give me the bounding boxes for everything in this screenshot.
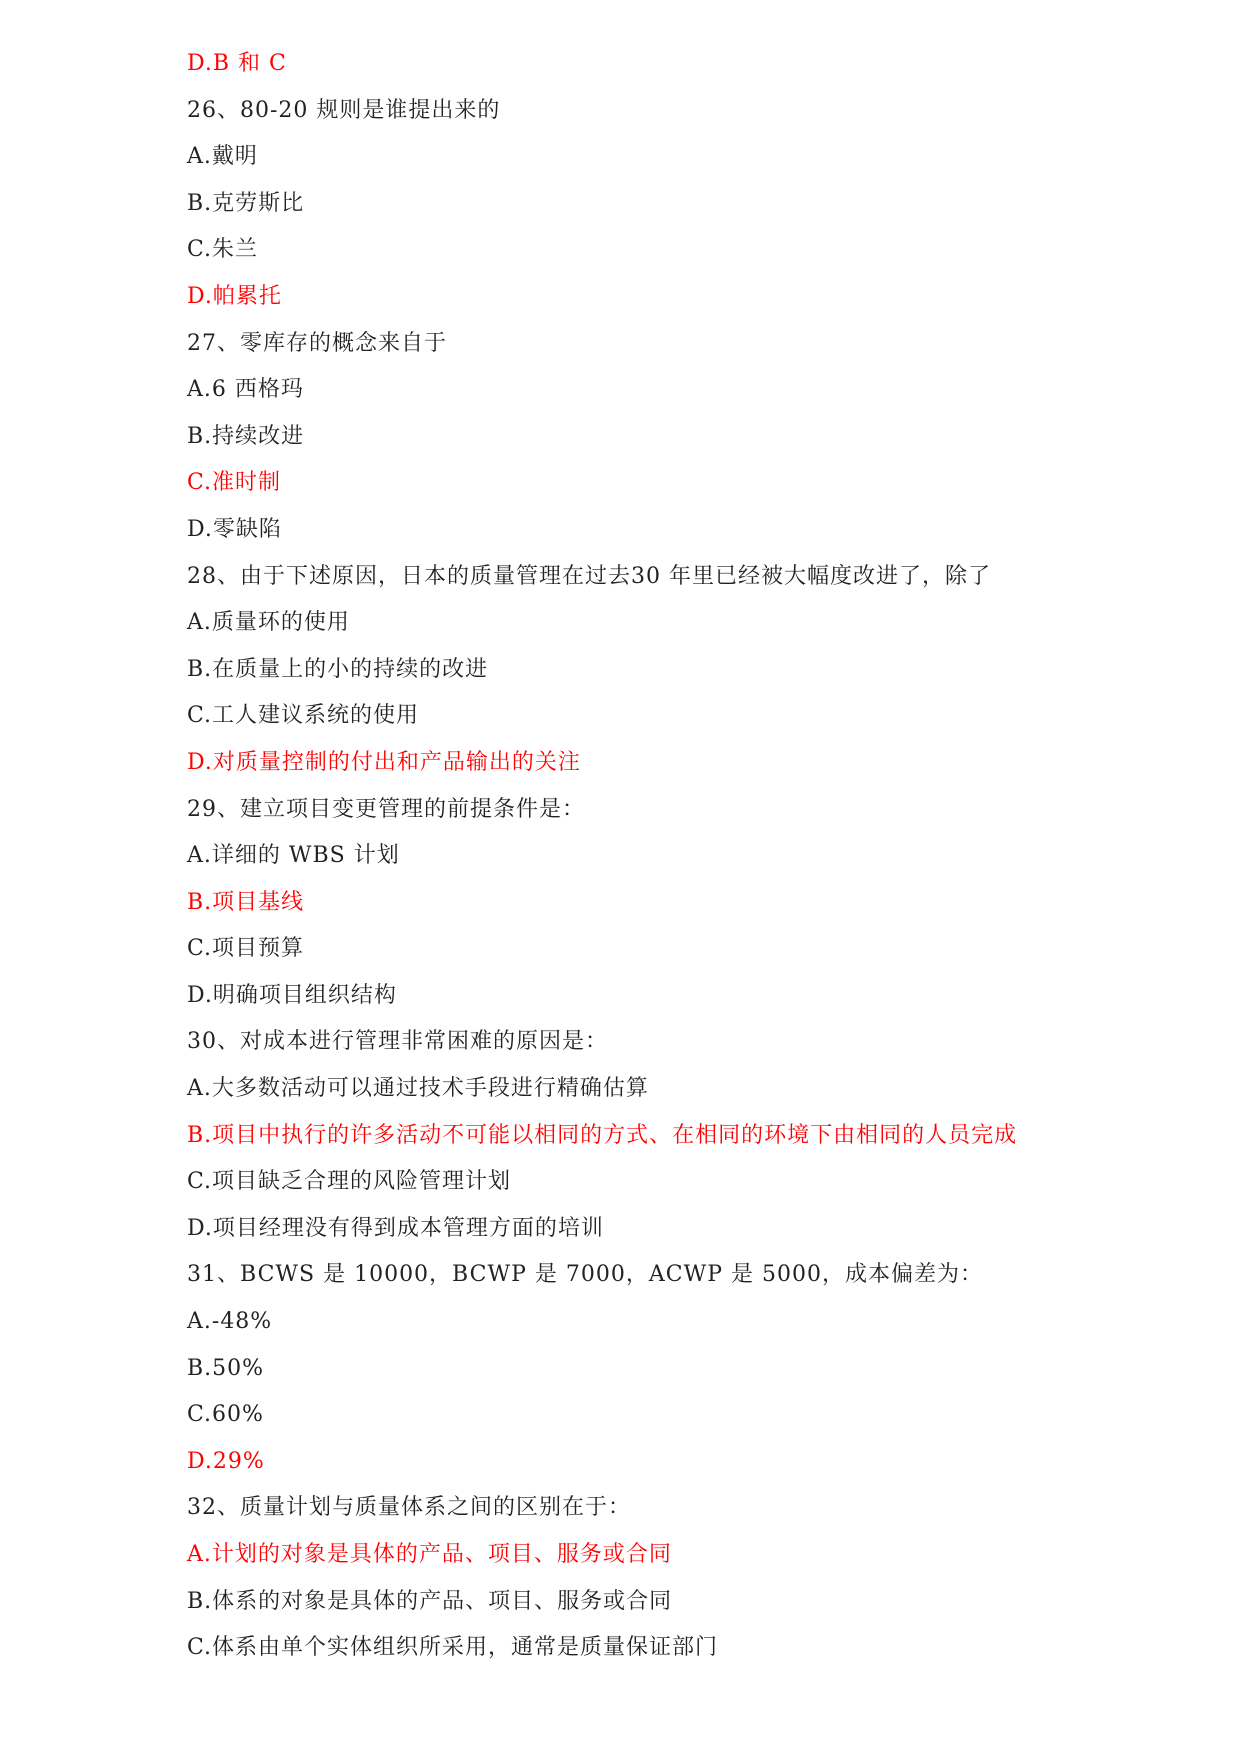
option-text: C.60% [187,1402,264,1428]
option-text: C.工人建议系统的使用 [187,703,420,729]
correct-option: B.项目基线 [187,889,305,915]
question-text: 26、80-20 规则是谁提出来的 [187,97,501,123]
question-text: 28、由于下述原因，日本的质量管理在过去30 年里已经被大幅度改进了，除了 [187,563,991,589]
question-list [187,41,1201,1672]
option-text: A.质量环的使用 [187,610,350,636]
option-text: C.项目缺乏合理的风险管理计划 [187,1169,512,1195]
option-text: B.持续改进 [187,423,305,449]
option-text: A.大多数活动可以通过技术手段进行精确估算 [187,1076,649,1102]
question-text: 31、BCWS 是 10000，BCWP 是 7000，ACWP 是 5000，成本偏差为： [187,1262,983,1288]
option-text: B.克劳斯比 [187,190,305,216]
option-text: B.在质量上的小的持续的改进 [187,656,489,682]
correct-option: C.准时制 [187,470,282,496]
option-text: C.项目预算 [187,936,305,962]
correct-option: B.项目中执行的许多活动不可能以相同的方式、在相同的环境下由相同的人员完成 [187,1122,1018,1148]
correct-option: D.对质量控制的付出和产品输出的关注 [187,749,581,775]
option-text: A.6 西格玛 [187,377,304,403]
option-text: D.明确项目组织结构 [187,982,397,1008]
correct-option: D.29% [187,1448,265,1474]
question-text: 30、对成本进行管理非常困难的原因是： [187,1029,608,1055]
option-text: A.戴明 [187,144,258,170]
correct-option: D.B 和 C [187,51,287,76]
option-text: D.项目经理没有得到成本管理方面的培训 [187,1215,604,1241]
option-text: A.详细的 WBS 计划 [187,843,400,869]
option-text: B.体系的对象是具体的产品、项目、服务或合同 [187,1588,673,1614]
option-text: C.朱兰 [187,237,259,263]
option-text: B.50% [187,1355,265,1381]
question-text: 29、建立项目变更管理的前提条件是： [187,796,585,822]
option-text: D.零缺陷 [187,516,282,542]
correct-option: A.计划的对象是具体的产品、项目、服务或合同 [187,1542,672,1567]
option-text: C.体系由单个实体组织所采用，通常是质量保证部门 [187,1635,719,1661]
option-text: A.-48% [187,1309,273,1335]
correct-option: D.帕累托 [187,283,282,309]
question-text: 27、零库存的概念来自于 [187,330,447,356]
question-text: 32、质量计划与质量体系之间的区别在于： [187,1495,631,1521]
